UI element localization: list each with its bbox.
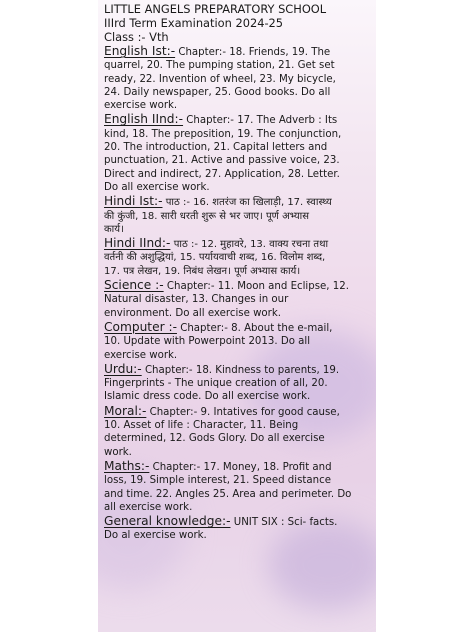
section-line: environment. Do all exercise work. — [104, 307, 281, 319]
syllabus-sheet — [98, 0, 376, 632]
section-line: Fingerprints - The unique creation of all, 20. — [104, 378, 328, 390]
subject-heading: Maths:- — [104, 458, 150, 473]
section-line: पाठ :- 16. शतरंज का खिलाड़ी, 17. स्वास्थ्य — [165, 197, 332, 209]
section-line: वर्तनी की अशुद्धियां, 15. पर्यायवाची शब्द, 16. विलोम शब्द, — [104, 252, 326, 264]
section-hindi-1 — [104, 195, 370, 236]
section-line: kind, 18. The preposition, 19. The conjunction, — [104, 128, 342, 140]
section-line: exercise work. — [104, 100, 178, 112]
subject-heading: General knowledge:- — [104, 514, 231, 529]
subject-heading: English Ist:- — [104, 44, 176, 58]
section-line: कार्य। — [104, 223, 124, 235]
section-line: Chapter:- 8. About the e-mail, — [180, 322, 333, 334]
section-line: Do all exercise work. — [104, 181, 210, 193]
section-line: exercise work. — [104, 349, 178, 361]
section-urdu — [104, 363, 370, 404]
section-line: quarrel, 20. The pumping station, 21. Get set — [104, 60, 335, 72]
section-line: Chapter:- 18. Friends, 19. The — [178, 47, 331, 58]
section-english-1 — [104, 45, 370, 112]
section-line: all exercise work. — [104, 501, 193, 513]
section-line: Chapter:- 18. Kindness to parents, 19. — [144, 364, 340, 376]
subject-heading: English IInd:- — [104, 112, 184, 127]
section-hindi-2 — [104, 237, 370, 278]
section-general-knowledge — [104, 515, 370, 543]
section-maths — [104, 460, 370, 514]
subject-heading: Science :- — [104, 278, 164, 293]
section-line: Chapter:- 9. Intatives for good cause, — [149, 406, 340, 418]
exam-title: IIIrd Term Examination 2024-25 — [104, 16, 284, 30]
section-line: Direct and indirect, 27. Application, 28. Letter. — [104, 168, 340, 180]
subject-heading: Hindi IInd:- — [104, 236, 171, 251]
section-line: determined, 12. Gods Glory. Do all exercise — [104, 433, 325, 445]
section-computer — [104, 321, 370, 362]
section-line: Chapter:- 17. Money, 18. Profit and — [152, 461, 332, 473]
section-line: work. — [104, 446, 132, 458]
section-moral — [104, 405, 370, 459]
section-line: Chapter:- 11. Moon and Eclipse, 12. — [166, 281, 349, 293]
section-line: loss, 19. Simple interest, 21. Speed distance — [104, 475, 331, 487]
section-line: 10. Asset of life : Character, 11. Being — [104, 420, 299, 432]
subject-heading: Moral:- — [104, 403, 147, 418]
section-line: 20. The introduction, 21. Capital letters and — [104, 142, 328, 154]
section-line: UNIT SIX : Sci- facts. — [233, 517, 338, 529]
class-label: Class :- Vth — [104, 30, 169, 44]
section-line: and time. 22. Angles 25. Area and perimeter. Do — [104, 488, 352, 500]
section-line: Chapter:- 17. The Adverb : Its — [186, 115, 338, 127]
section-line: Islamic dress code. Do all exercise work. — [104, 391, 311, 403]
syllabus-content — [98, 0, 376, 543]
section-line: 17. पत्र लेखन, 19. निबंध लेखन। पूर्ण अभ्यास कार्य। — [104, 265, 301, 277]
section-line: 24. Daily newspaper, 25. Good books. Do all — [104, 86, 331, 98]
section-line: Do al exercise work. — [104, 530, 207, 542]
section-line: पाठ :- 12. मुहावरे, 13. वाक्य रचना तथा — [173, 239, 329, 251]
section-science — [104, 279, 370, 320]
section-english-2 — [104, 113, 370, 194]
section-line: 10. Update with Powerpoint 2013. Do all — [104, 336, 311, 348]
section-line: punctuation, 21. Active and passive voice, 23. — [104, 155, 340, 167]
subject-heading: Urdu:- — [104, 361, 142, 376]
subject-heading: Hindi Ist:- — [104, 194, 163, 209]
section-line: की कुंजी, 18. सारी धरती शुरू से भर जाए। पूर्ण अभ्यास — [104, 210, 310, 222]
subject-heading: Computer :- — [104, 319, 177, 334]
section-line: Natural disaster, 13. Changes in our — [104, 294, 289, 306]
section-line: ready, 22. Invention of wheel, 23. My bicycle, — [104, 73, 336, 85]
school-name: LITTLE ANGELS PREPARATORY SCHOOL — [104, 2, 327, 16]
